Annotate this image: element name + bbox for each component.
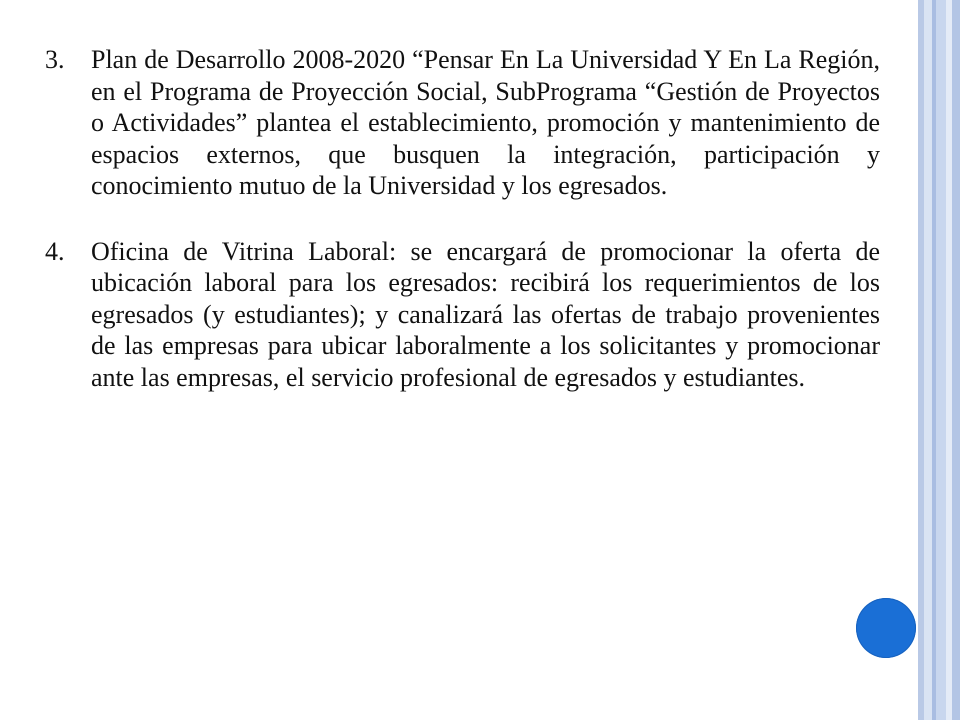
item-number: 4. [45,236,65,266]
decorative-bar [924,0,932,720]
item-text: Plan de Desarrollo 2008-2020 “Pensar En La Universidad Y En La Región, en el Programa de Proyección Social, SubPrograma “Gestión de Proyectos o Actividades” plantea el establecimiento, promoción y mantenimiento de espacios externos, que busquen la integración, participación y conocimiento mutuo de la Universidad y los egresados. [91,45,880,200]
item-number: 3. [45,45,65,74]
numbered-list [45,44,880,393]
list-item [45,236,880,394]
decorative-circle [856,598,916,658]
decorative-bar [952,0,960,720]
list-item [45,44,880,202]
decorative-bar [936,0,946,720]
item-text: Oficina de Vitrina Laboral: se encargará de promocionar la oferta de ubicación laboral para los egresados: recibirá los requerimientos de los egresados (y estudiantes); y canalizará las ofertas de trabajo provenientes de las empresas para ubicar laboralmente a los solicitantes y promocionar ante las empresas, el servicio profesional de egresados y estudiantes. [91,236,880,392]
